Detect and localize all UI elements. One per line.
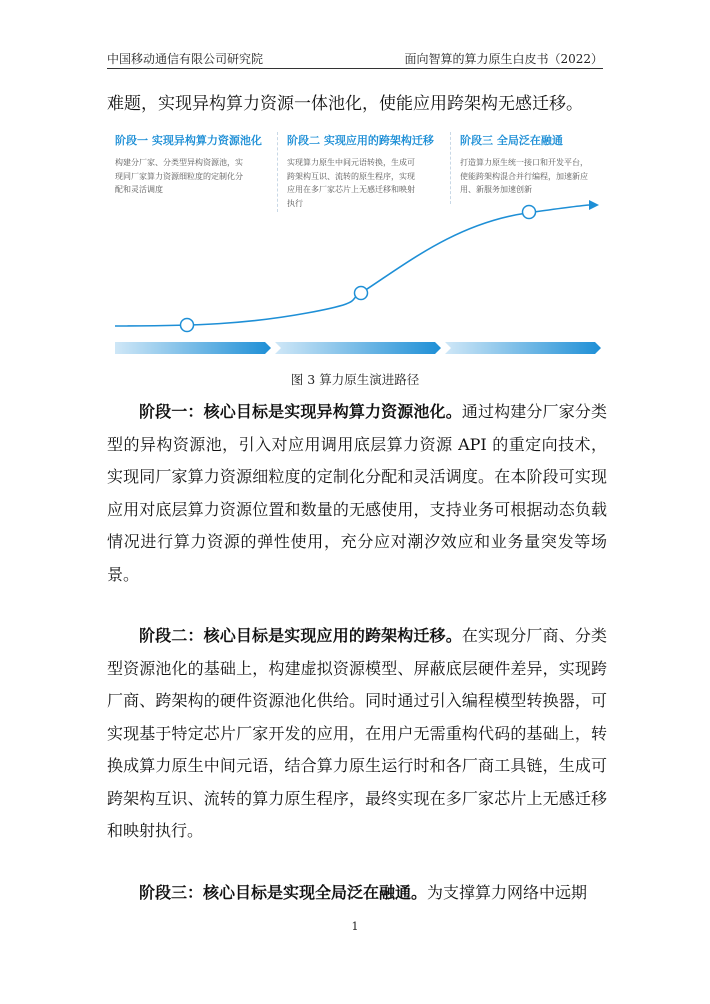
- figure-caption: 图 3 算力原生演进路径: [290, 372, 420, 387]
- paragraph-stage-3-body: 为支撑算力网络中远期: [427, 883, 588, 902]
- stage-3-arrow: [445, 342, 601, 354]
- evolution-curve: [115, 205, 589, 326]
- stage-1-desc-line: 构建分厂家、分类型异构资源池，实: [115, 158, 243, 167]
- paragraph-stage-3: [107, 877, 607, 910]
- stage-3-desc-line: 使能跨架构混合并行编程，加速新应: [460, 171, 588, 181]
- stage-2-desc-line: 跨架构互识、流转的原生程序，实现: [287, 171, 415, 181]
- evolution-figure: [107, 128, 607, 388]
- curve-arrowhead-icon: [589, 200, 599, 210]
- paragraph-stage-1-heading: 阶段一：核心目标是实现异构算力资源池化。: [139, 402, 462, 421]
- stage-1-desc-line: 现同厂家算力资源细粒度的定制化分: [115, 171, 243, 181]
- paragraph-stage-1: [107, 396, 607, 591]
- stage-1-arrow: [115, 342, 271, 354]
- page-header: [107, 48, 603, 69]
- stage-2-desc-line: 应用在多厂家芯片上无感迁移和映射: [287, 185, 415, 194]
- stage-3-desc-line: 用、新服务加速创新: [460, 185, 532, 194]
- paragraph-stage-2: [107, 620, 607, 848]
- stage-2-title: 阶段二 实现应用的跨架构迁移: [287, 134, 434, 147]
- paragraph-stage-2-heading: 阶段二：核心目标是实现应用的跨架构迁移。: [139, 626, 462, 645]
- stage-3-marker: [523, 206, 536, 219]
- stage-1-marker: [181, 319, 194, 332]
- stage-2-marker: [355, 287, 368, 300]
- stage-3-desc-line: 打造算力原生统一接口和开发平台，: [460, 158, 588, 167]
- stage-2-desc-line: 执行: [287, 198, 303, 208]
- header-org: 中国移动通信有限公司研究院: [107, 52, 264, 66]
- stage-2-desc-line: 实现算力原生中间元语转换，生成可: [287, 158, 415, 167]
- paragraph-stage-3-heading: 阶段三：核心目标是实现全局泛在融通。: [139, 883, 428, 902]
- header-doc-title: 面向智算的算力原生白皮书（2022）: [404, 52, 603, 66]
- evolution-graphic: [107, 128, 607, 368]
- stage-1-desc-line: 配和灵活调度: [115, 185, 163, 194]
- paragraph-stage-1-body: 通过构建分厂家分类型的异构资源池，引入对应用调用底层算力资源 API 的重定向技术，实现同厂家算力资源细粒度的定制化分配和灵活调度。在本阶段可实现应用对底层算力资源位置和数量的无感使用，支持业务可根据动态负载情况进行算力资源的弹性使用，充分应对潮汐效应和业务量突发等场景。: [107, 402, 607, 584]
- lead-text: 难题，实现异构算力资源一体池化，使能应用跨架构无感迁移。: [107, 94, 583, 114]
- stage-2-arrow: [275, 342, 441, 354]
- paragraph-stage-2-body: 在实现分厂商、分类型资源池化的基础上，构建虚拟资源模型、屏蔽底层硬件差异，实现跨厂商、跨架构的硬件资源池化供给。同时通过引入编程模型转换器，可实现基于特定芯片厂家开发的应用，在用户无需重构代码的基础上，转换成算力原生中间元语，结合算力原生运行时和各厂商工具链，生成可跨架构互识、流转的算力原生程序，最终实现在多厂家芯片上无感迁移和映射执行。: [107, 626, 607, 840]
- stage-3-title: 阶段三 全局泛在融通: [460, 134, 563, 147]
- stage-1-title: 阶段一 实现异构算力资源池化: [115, 134, 262, 147]
- page-number: 1: [351, 920, 359, 933]
